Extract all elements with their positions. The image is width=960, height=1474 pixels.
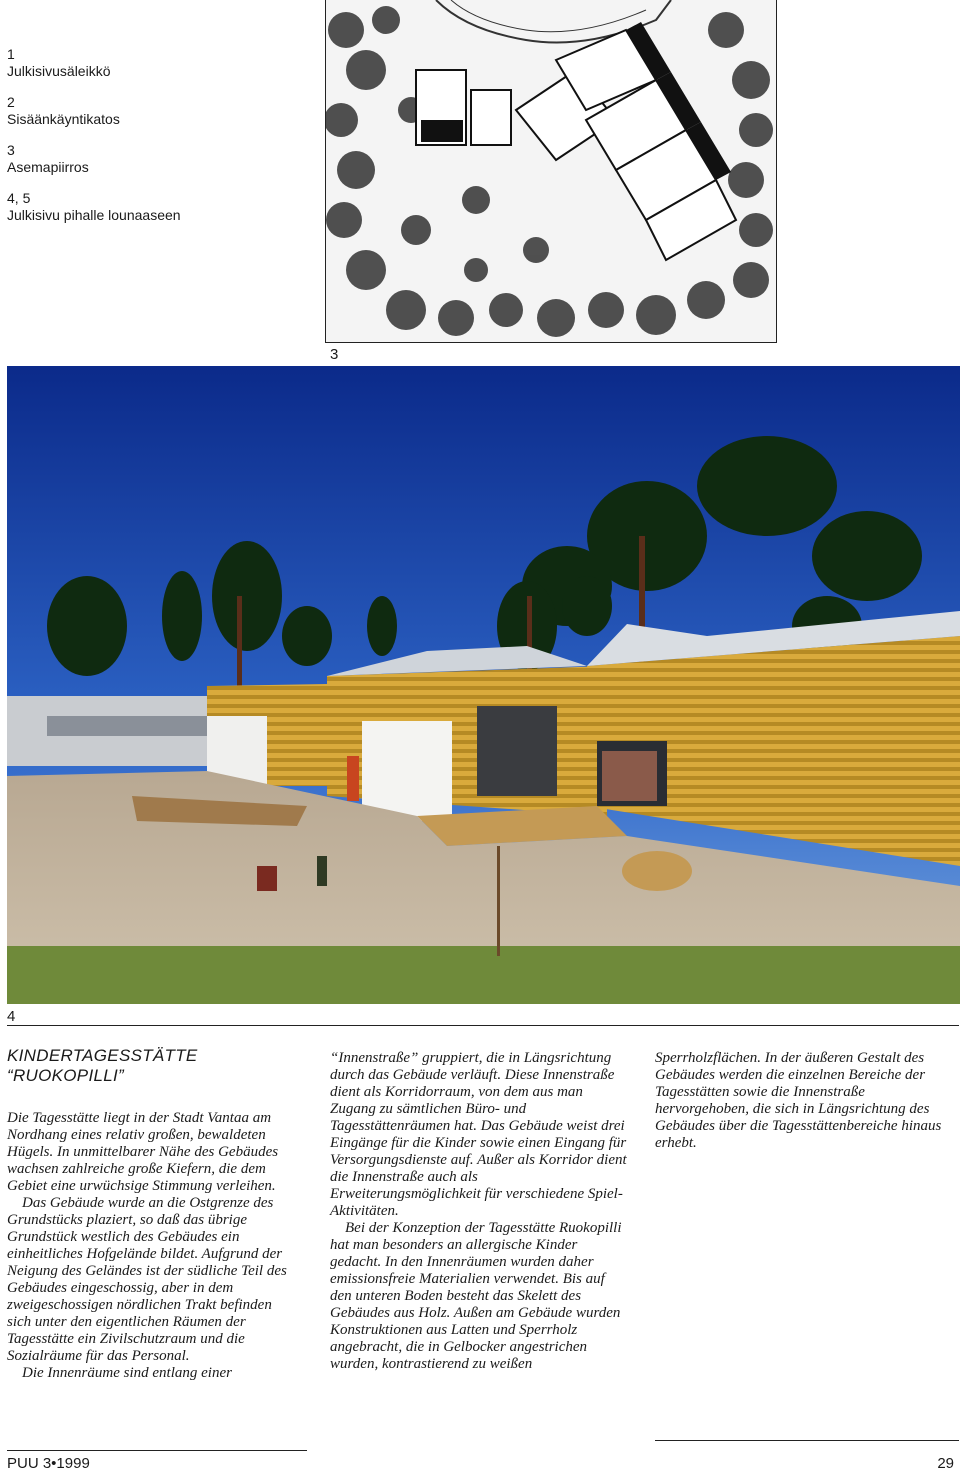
text-column-2: [330, 1050, 630, 1373]
caption-1: [7, 46, 181, 80]
paragraph: Sperrholzflächen. In der äußeren Gestalt des Gebäudes werden die einzelnen Bereiche der Tagesstätten sowie die Innenstraße hervorgehoben, die sich in Längsrichtung des Gebäudes über die Tagesstättenbereiche hinaus erhebt.: [655, 1050, 942, 1151]
divider-bottom-left: [7, 1450, 307, 1451]
paragraph: Die Tagesstätte liegt in der Stadt Vantaa am Nordhang eines relativ großen, bewaldeten Hügels. In unmittelbarer Nähe des Gebäudes wachsen zahlreiche große Kiefern, die dem Gebiet eine urwüchsige Stimmung verleihen.: [7, 1110, 279, 1194]
title-line-2: “RUOKOPILLI”: [7, 1066, 124, 1085]
figure-label-photo: 4: [7, 1008, 16, 1025]
caption-3: [7, 142, 181, 176]
caption-text: Sisäänkäyntikatos: [7, 111, 120, 127]
journal-issue: PUU 3•1999: [7, 1455, 90, 1472]
paragraph: Die Innenräume sind entlang einer: [22, 1365, 232, 1381]
caption-number: 2: [7, 94, 15, 110]
title-line-1: KINDERTAGESSTÄTTE: [7, 1046, 198, 1065]
text-column-1: [7, 1110, 297, 1382]
paragraph: Bei der Konzeption der Tagesstätte Ruokopilli hat man besonders an allergische Kinder gedacht. In den Innenräumen wurden daher emissionsfreie Materialien verwendet. Bis auf den unteren Boden besteht das Skelett des Gebäudes aus Holz. Außen am Gebäude wurden Konstruktionen aus Latten und Sperrholz angebracht, die in Gelbocker angestrichen wurden, kontrastierend zu weißen: [330, 1220, 622, 1372]
figure-label-plan: 3: [330, 346, 339, 363]
caption-number: 1: [7, 46, 15, 62]
caption-text: Julkisivu pihalle lounaaseen: [7, 207, 181, 223]
caption-4-5: [7, 190, 181, 224]
caption-text: Asemapiirros: [7, 159, 89, 175]
site-plan-drawing: [325, 0, 777, 343]
caption-number: 4, 5: [7, 190, 31, 206]
divider-bottom-right: [655, 1440, 959, 1441]
caption-text: Julkisivusäleikkö: [7, 63, 111, 79]
caption-2: [7, 94, 181, 128]
page-number: 29: [937, 1455, 954, 1472]
article-title: [7, 1046, 198, 1086]
paragraph: “Innenstraße” gruppiert, die in Längsrichtung durch das Gebäude verläuft. Diese Innenstraße dient als Korridorraum, von dem aus man Zugang zu sämtlichen Büro- und Tagesstättenräumen hat. Das Gebäude weist drei Eingänge für die Kinder sowie einen Eingang für Versorgungsdienste auf. Außer als Korridor dient die Innenstraße auch als Erweiterungsmöglichkeit für verschiedene Spiel-Aktivitäten.: [330, 1050, 627, 1219]
caption-number: 3: [7, 142, 15, 158]
divider-top: [7, 1025, 959, 1026]
building-photo: [7, 366, 960, 1004]
text-column-3: [655, 1050, 955, 1152]
paragraph: Das Gebäude wurde an die Ostgrenze des Grundstücks plaziert, so daß das übrige Grundstück westlich des Gebäudes ein einheitliches Hofgelände bildet. Aufgrund der Neigung des Geländes ist der südliche Teil des Gebäudes eingeschossig, aber in dem zweigeschossigen nördlichen Trakt befinden sich unter den eigentlichen Räumen der Tagesstätte ein Zivilschutzraum und die Sozialräume für das Personal.: [7, 1195, 287, 1364]
figure-captions: [7, 46, 181, 238]
